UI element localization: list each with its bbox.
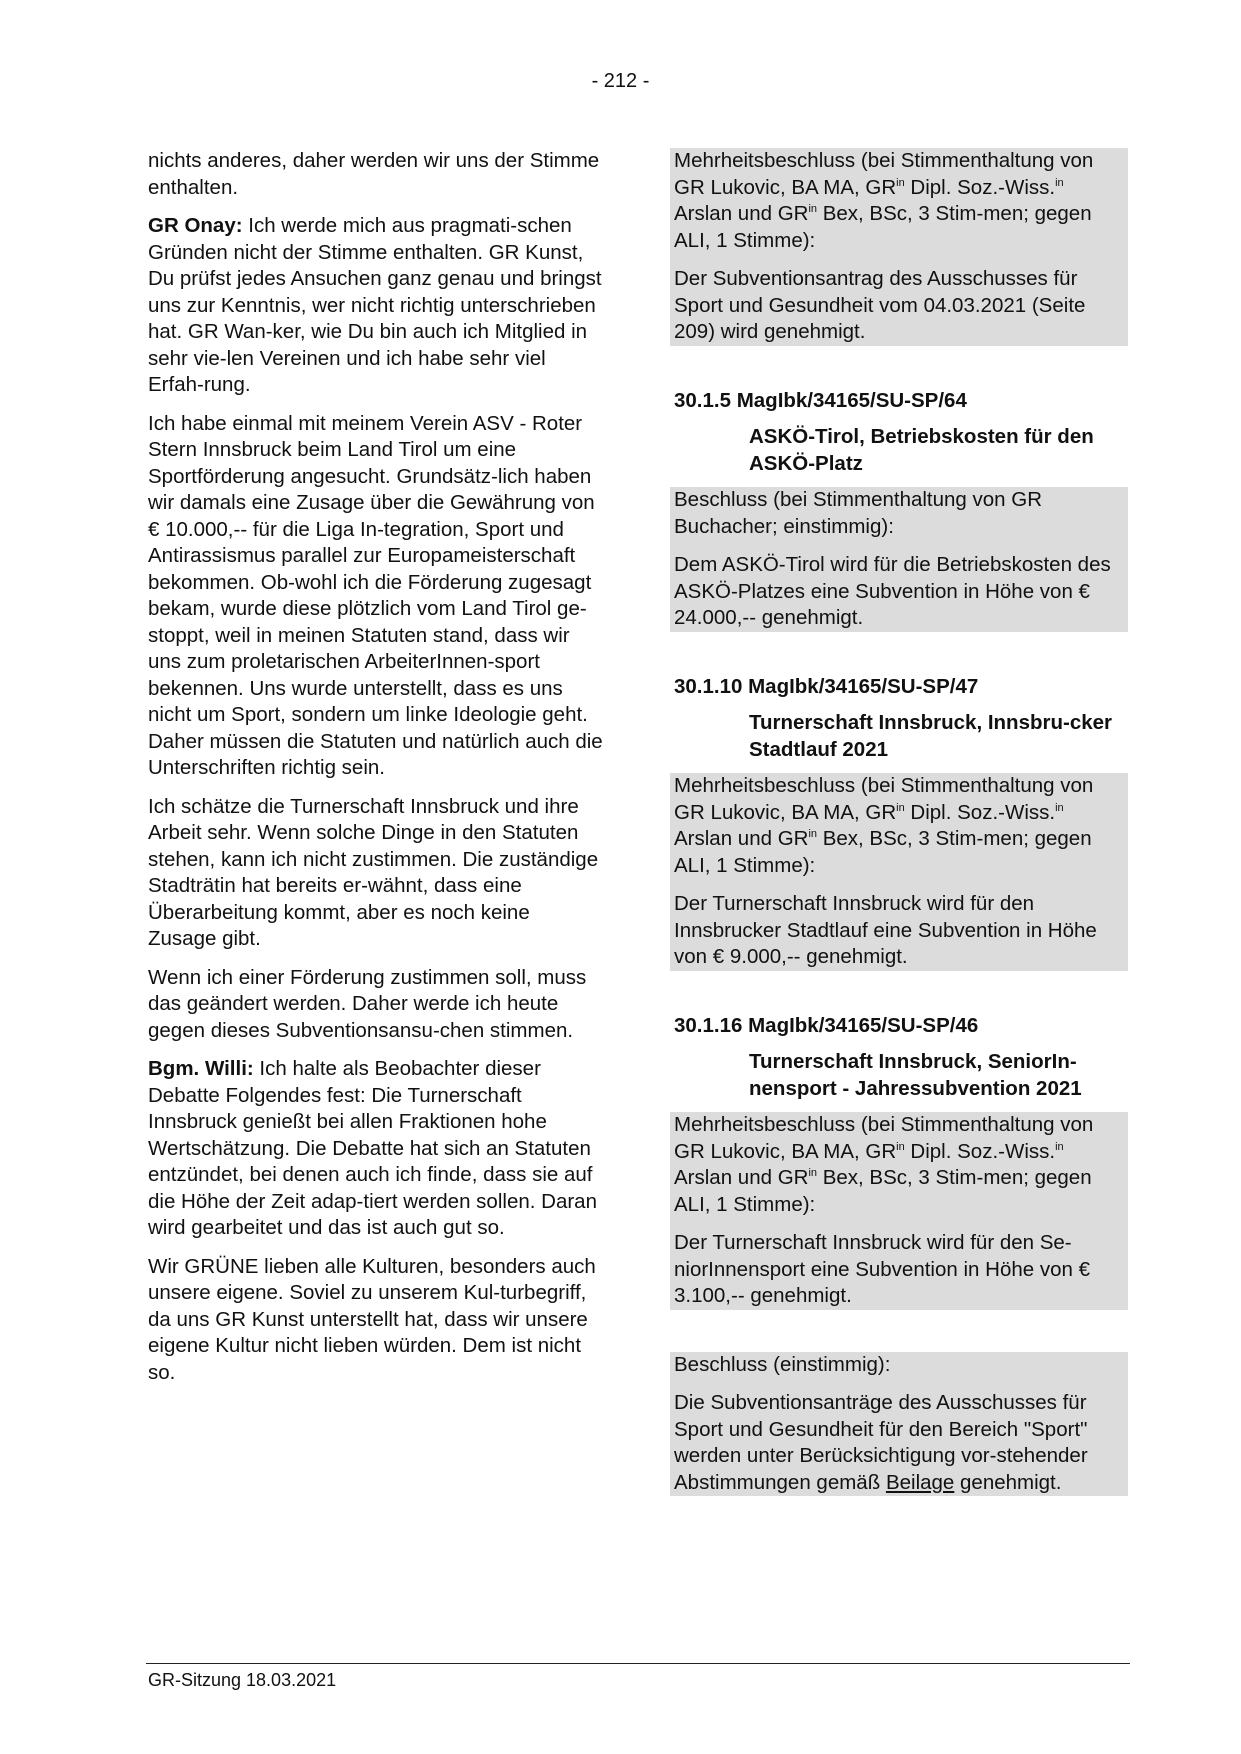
right-column [670, 148, 1128, 1496]
speaker-name: Bgm. Willi: [148, 1057, 254, 1080]
paragraph [148, 1056, 603, 1242]
speech-text: Ich werde mich aus pragmati-schen Gründen nicht der Stimme enthalten. GR Kunst, Du prüfst jedes Ansuchen ganz genau und bringst uns zur Kenntnis, wer nicht richtig unterschrieben hat. GR Wan-ker, wie Du bin auch ich Mitglied in sehr vie-len Vereinen und ich habe sehr viel Erfah-rung. [148, 214, 602, 396]
paragraph: Ich habe einmal mit meinem Verein ASV - Roter Stern Innsbruck beim Land Tirol um eine Sportförderung angesucht. Grundsätz-lich haben wir damals eine Zusage über die Gewährung von € 10.000,-- für die Liga In-tegration, Sport und Antirassismus parallel zur Europameisterschaft bekommen. Ob-wohl ich die Förderung zugesagt bekam, wurde diese plötzlich vom Land Tirol ge-stoppt, weil in meinen Statuten stand, dass wir uns zum proletarischen ArbeiterInnen-sport bekennen. Uns wurde unterstellt, dass es uns nicht um Sport, sondern um linke Ideologie geht. Daher müssen die Statuten und natürlich auch die Unterschriften richtig sein. [148, 411, 603, 779]
vote-statement: Mehrheitsbeschluss (bei Stimmenthaltung von GR Lukovic, BA MA, $GR^{in}$ Dipl. Soz.-Wiss.$^{in}$ Arslan und $GR^{in}$ Bex, BSc, 3 Stim-men; gegen ALI, 1 Stimme): [674, 1113, 1094, 1216]
agenda-item-number: 30.1.10 MagIbk/34165/SU-SP/47 [674, 674, 979, 698]
paragraph: Ich schätze die Turnerschaft Innsbruck und ihre Arbeit sehr. Wenn solche Dinge in den Statuten stehen, kann ich nicht zustimmen. Die zuständige Stadträtin hat bereits er-wähnt, dass eine Überarbeitung kommt, aber es noch keine Zusage gibt. [148, 794, 599, 950]
agenda-item-title: ASKÖ-Tirol, Betriebskosten für den ASKÖ-Platz [749, 425, 1094, 475]
resolution-block [670, 1112, 1128, 1310]
decision-text: Dem ASKÖ-Tirol wird für die Betriebskosten des ASKÖ-Platzes eine Subvention in Höhe von € 24.000,-- genehmigt. [674, 553, 1111, 629]
vote-statement: Mehrheitsbeschluss (bei Stimmenthaltung von GR Lukovic, BA MA, $GR^{in}$ Dipl. Soz.-Wiss.$^{in}$ Arslan und $GR^{in}$ Bex, BSc, 3 Stim-men; gegen ALI, 1 Stimme): [674, 149, 1094, 252]
attachment-link[interactable]: Beilage [885, 1470, 955, 1494]
left-column [148, 148, 603, 1398]
decision-text: Der Turnerschaft Innsbruck wird für den Se-niorInnensport eine Subvention in Höhe von € 3.100,-- genehmigt. [674, 1231, 1090, 1307]
vote-statement: Beschluss (einstimmig): [674, 1352, 891, 1376]
decision-text: Die Subventionsanträge des Ausschusses für Sport und Gesundheit für den Bereich "Sport" werden unter Berücksichtigung vor-stehender Abstimmungen gemäß Beilage genehmigt. [674, 1391, 1088, 1494]
paragraph: Wenn ich einer Förderung zustimmen soll, muss das geändert werden. Daher werde ich heute gegen dieses Subventionsansu-chen stimmen. [148, 965, 587, 1042]
footer-divider [146, 1663, 1130, 1664]
decision-text: Der Subventionsantrag des Ausschusses für Sport und Gesundheit vom 04.03.2021 (Seite 209) wird genehmigt. [674, 267, 1086, 343]
final-resolution-block [670, 1352, 1128, 1497]
resolution-block [670, 773, 1128, 971]
decision-text: Der Turnerschaft Innsbruck wird für den Innsbrucker Stadtlauf eine Subvention in Höhe von € 9.000,-- genehmigt. [674, 892, 1097, 968]
paragraph: Wir GRÜNE lieben alle Kulturen, besonders auch unsere eigene. Soviel zu unserem Kul-turbegriff, da uns GR Kunst unterstellt hat, dass wir unsere eigene Kultur nicht lieben würden. Dem ist nicht so. [148, 1254, 596, 1384]
resolution-block [670, 148, 1128, 346]
paragraph [148, 213, 603, 399]
agenda-item-title: Turnerschaft Innsbruck, SeniorIn-nensport - Jahressubvention 2021 [749, 1050, 1082, 1100]
agenda-item-number: 30.1.16 MagIbk/34165/SU-SP/46 [674, 1013, 979, 1037]
speaker-name: GR Onay: [148, 214, 243, 237]
page-number: - 212 - [591, 70, 650, 92]
paragraph: nichts anderes, daher werden wir uns der Stimme enthalten. [148, 149, 600, 199]
agenda-item-title: Turnerschaft Innsbruck, Innsbru-cker Stadtlauf 2021 [749, 711, 1113, 761]
agenda-item-number: 30.1.5 MagIbk/34165/SU-SP/64 [674, 388, 967, 412]
footer-text: GR-Sitzung 18.03.2021 [148, 1670, 337, 1690]
resolution-block [670, 487, 1128, 632]
vote-statement: Mehrheitsbeschluss (bei Stimmenthaltung von GR Lukovic, BA MA, $GR^{in}$ Dipl. Soz.-Wiss.$^{in}$ Arslan und $GR^{in}$ Bex, BSc, 3 Stim-men; gegen ALI, 1 Stimme): [674, 774, 1094, 877]
vote-statement: Beschluss (bei Stimmenthaltung von GR Buchacher; einstimmig): [674, 488, 1043, 538]
speech-text: Ich halte als Beobachter dieser Debatte Folgendes fest: Die Turnerschaft Innsbruck genießt bei allen Fraktionen hohe Wertschätzung. Die Debatte hat sich an Statuten entzündet, bei denen auch ich finde, dass sie auf die Höhe der Zeit adap-tiert werden sollen. Daran wird gearbeitet und das ist auch gut so. [148, 1057, 597, 1239]
